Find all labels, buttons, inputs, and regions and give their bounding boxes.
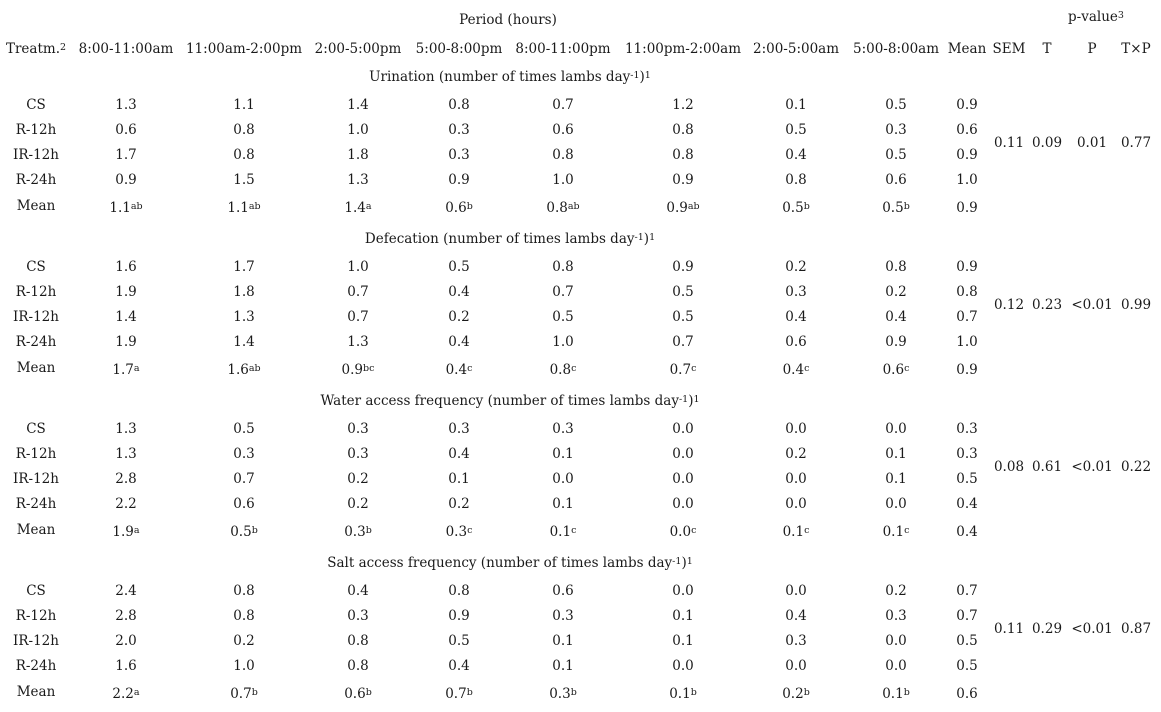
col-header: T×P [1121,41,1151,57]
table-cell: 0.1 [885,446,907,462]
stat-txp: 0.22 [1120,458,1152,475]
table-cell: 0.8 [552,259,574,275]
stat-txp: 0.99 [1120,296,1152,313]
table-cell: 0.3 [347,421,369,437]
table-cell: 0.2 [885,284,907,300]
table-cell: 0.5 [448,259,470,275]
mean-cell: 0.1$^c$ [782,524,810,540]
mean-cell: 0.3$^b$ [549,686,577,702]
table-cell: 1.3 [115,97,137,113]
table-cell: 0.7 [956,309,978,325]
mean-cell: 0.9$^{bc}$ [341,362,375,378]
table-cell: 0.9 [956,97,978,113]
table-cell: 0.4 [956,496,978,512]
table-cell: 0.1 [552,658,574,674]
table-cell: 0.3 [347,608,369,624]
table-cell: 1.6 [115,259,137,275]
table-cell: 1.2 [672,97,694,113]
table-cell: 1.3 [115,421,137,437]
table-cell: 0.0 [885,633,907,649]
table-cell: 1.8 [347,147,369,163]
table-cell: 0.3 [347,446,369,462]
section-title: Salt access frequency (number of times lambs day$^{-1}$)$^1$ [327,555,693,571]
mean-cell: 0.8$^{ab}$ [546,200,580,216]
mean-cell: 0.1$^b$ [669,686,697,702]
table-cell: 1.8 [233,284,255,300]
mean-cell: 0.6$^b$ [445,200,473,216]
table-cell: 0.6 [233,496,255,512]
table-cell: 2.2 [115,496,137,512]
row-label: R-12h [15,446,57,462]
table-cell: 0.8 [347,633,369,649]
table-cell: 0.5 [672,284,694,300]
table-cell: 1.9 [115,334,137,350]
mean-cell: 0.6$^c$ [882,362,910,378]
table-cell: 1.0 [956,334,978,350]
section-title: Defecation (number of times lambs day$^{-1}$)$^1$ [364,231,656,247]
table-cell: 1.3 [233,309,255,325]
mean-label: Mean [16,360,56,376]
row-label: CS [26,259,46,275]
table-cell: 0.0 [885,658,907,674]
table-cell: 1.4 [233,334,255,350]
stat-t: 0.29 [1031,620,1063,637]
table-cell: 0.1 [448,471,470,487]
table-cell: 0.2 [347,471,369,487]
mean-cell: 2.2$^a$ [112,686,140,702]
table-cell: 2.8 [115,608,137,624]
stat-txp: 0.87 [1120,620,1152,637]
mean-cell: 0.6$^b$ [344,686,372,702]
col-header: T [1042,41,1052,57]
table-cell: 0.9 [115,172,137,188]
row-label: R-24h [15,658,57,674]
stat-t: 0.23 [1031,296,1063,313]
table-cell: 1.3 [115,446,137,462]
table-cell: 0.0 [672,658,694,674]
table-cell: 1.0 [552,334,574,350]
table-cell: 0.5 [552,309,574,325]
row-label: IR-12h [13,147,59,163]
table-cell: 0.8 [552,147,574,163]
table-cell: 0.4 [785,608,807,624]
table-cell: 0.9 [672,259,694,275]
stat-t: 0.61 [1031,458,1063,475]
row-label: R-12h [15,122,57,138]
table-cell: 0.0 [785,471,807,487]
row-label: CS [26,97,46,113]
table-cell: 0.8 [233,608,255,624]
table-cell: 0.6 [956,122,978,138]
mean-cell: 1.6$^{ab}$ [227,362,261,378]
table-cell: 0.5 [956,658,978,674]
treatment-header: Treatm.$^2$ [5,41,67,57]
row-label: R-24h [15,172,57,188]
table-cell: 0.5 [885,147,907,163]
table-cell: 0.4 [785,309,807,325]
col-header: 8:00-11:00pm [515,41,611,57]
mean-cell: 0.2$^b$ [782,686,810,702]
table-cell: 0.0 [785,658,807,674]
table-cell: 0.8 [885,259,907,275]
table-cell: 0.4 [885,309,907,325]
table-cell: 1.3 [347,334,369,350]
mean-cell: 0.7$^b$ [230,686,258,702]
table-cell: 0.7 [347,284,369,300]
table-cell: 0.2 [233,633,255,649]
table-cell: 0.2 [785,259,807,275]
table-cell: 0.5 [233,421,255,437]
mean-cell: 1.4$^a$ [344,200,372,216]
table-cell: 0.8 [233,583,255,599]
mean-cell: 1.1$^{ab}$ [227,200,261,216]
row-label: CS [26,583,46,599]
row-label: CS [26,421,46,437]
row-label: R-12h [15,284,57,300]
table-cell: 0.9 [672,172,694,188]
mean-cell: 0.8$^c$ [549,362,577,378]
table-cell: 1.0 [552,172,574,188]
table-cell: 0.3 [448,122,470,138]
table-cell: 0.0 [552,471,574,487]
table-cell: 0.1 [885,471,907,487]
table-cell: 0.9 [885,334,907,350]
table-cell: 0.3 [785,284,807,300]
table-cell: 0.3 [448,147,470,163]
table-cell: 0.5 [785,122,807,138]
table-cell: 1.0 [956,172,978,188]
mean-cell: 0.6 [956,686,978,702]
section-title: Water access frequency (number of times lambs day$^{-1}$)$^1$ [320,393,700,409]
mean-cell: 0.1$^b$ [882,686,910,702]
table-cell: 2.4 [115,583,137,599]
mean-cell: 0.4 [956,524,978,540]
table-cell: 0.4 [347,583,369,599]
table-cell: 0.9 [956,147,978,163]
mean-cell: 0.7$^c$ [669,362,697,378]
mean-cell: 0.3$^b$ [344,524,372,540]
table-cell: 0.1 [552,496,574,512]
table-cell: 0.2 [448,496,470,512]
mean-cell: 0.4$^c$ [782,362,810,378]
table-cell: 0.8 [347,658,369,674]
table-cell: 0.4 [448,446,470,462]
table-cell: 0.0 [672,583,694,599]
table-cell: 0.9 [448,608,470,624]
table-cell: 0.1 [552,446,574,462]
table-cell: 0.9 [448,172,470,188]
table-cell: 0.2 [448,309,470,325]
table-cell: 2.8 [115,471,137,487]
mean-cell: 0.4$^c$ [445,362,473,378]
row-label: IR-12h [13,633,59,649]
table-cell: 0.8 [233,122,255,138]
mean-cell: 0.5$^b$ [230,524,258,540]
table-cell: 0.6 [552,583,574,599]
table-cell: 1.3 [347,172,369,188]
table-cell: 0.6 [115,122,137,138]
mean-cell: 1.1$^{ab}$ [109,200,143,216]
table-cell: 0.1 [785,97,807,113]
col-header: 2:00-5:00am [752,41,840,57]
period-header: Period (hours) [459,12,557,28]
table-cell: 2.0 [115,633,137,649]
table-cell: 0.6 [785,334,807,350]
table-cell: 0.7 [347,309,369,325]
stat-sem: 0.11 [993,620,1025,637]
table-cell: 0.8 [956,284,978,300]
col-header: Mean [947,41,987,57]
col-header: 11:00pm-2:00am [624,41,742,57]
table-cell: 1.9 [115,284,137,300]
table-cell: 1.7 [233,259,255,275]
table-cell: 0.3 [552,608,574,624]
mean-cell: 0.3$^c$ [445,524,473,540]
stat-p: 0.01 [1076,134,1108,151]
table-cell: 0.7 [552,284,574,300]
stat-sem: 0.08 [993,458,1025,475]
table-cell: 0.0 [885,421,907,437]
table-cell: 0.2 [347,496,369,512]
table-cell: 0.3 [448,421,470,437]
table-cell: 0.4 [448,334,470,350]
table-cell: 0.5 [956,471,978,487]
row-label: R-24h [15,496,57,512]
table-cell: 0.4 [785,147,807,163]
table-cell: 0.8 [448,97,470,113]
table-cell: 0.7 [233,471,255,487]
row-label: IR-12h [13,471,59,487]
table-cell: 0.7 [956,608,978,624]
mean-cell: 0.5$^b$ [782,200,810,216]
row-label: R-12h [15,608,57,624]
table-cell: 0.8 [672,122,694,138]
table-cell: 0.0 [785,421,807,437]
mean-cell: 0.1$^c$ [882,524,910,540]
table-cell: 0.3 [885,122,907,138]
mean-cell: 0.0$^c$ [669,524,697,540]
stat-sem: 0.11 [993,134,1025,151]
table-cell: 1.5 [233,172,255,188]
table-cell: 0.8 [233,147,255,163]
table-cell: 0.8 [448,583,470,599]
row-label: R-24h [15,334,57,350]
mean-cell: 0.1$^c$ [549,524,577,540]
table-cell: 0.0 [672,471,694,487]
pvalue-header: p-value$^3$ [1068,9,1124,25]
table-cell: 0.4 [448,658,470,674]
table-cell: 1.0 [347,122,369,138]
table-cell: 0.5 [956,633,978,649]
mean-cell: 1.9$^a$ [112,524,140,540]
table-cell: 0.9 [956,259,978,275]
col-header: P [1087,41,1097,57]
table-cell: 1.4 [115,309,137,325]
table-cell: 0.0 [885,496,907,512]
mean-cell: 0.5$^b$ [882,200,910,216]
table-cell: 0.5 [672,309,694,325]
table-cell: 0.0 [672,446,694,462]
table-cell: 0.1 [552,633,574,649]
stat-sem: 0.12 [993,296,1025,313]
table-cell: 0.6 [552,122,574,138]
table-cell: 0.8 [785,172,807,188]
table-cell: 1.6 [115,658,137,674]
table-cell: 0.4 [448,284,470,300]
stat-p: <0.01 [1071,620,1113,637]
mean-cell: 1.7$^a$ [112,362,140,378]
col-header: 2:00-5:00pm [314,41,402,57]
mean-label: Mean [16,522,56,538]
table-cell: 0.3 [233,446,255,462]
table-cell: 0.8 [672,147,694,163]
table-cell: 0.1 [672,633,694,649]
mean-label: Mean [16,684,56,700]
table-cell: 0.1 [672,608,694,624]
mean-cell: 0.7$^b$ [445,686,473,702]
table-cell: 0.2 [885,583,907,599]
stat-txp: 0.77 [1120,134,1152,151]
table-cell: 0.3 [785,633,807,649]
table-cell: 1.7 [115,147,137,163]
table-cell: 0.3 [956,446,978,462]
table-cell: 0.7 [956,583,978,599]
table-cell: 1.0 [347,259,369,275]
mean-cell: 0.9$^{ab}$ [666,200,700,216]
table-cell: 0.0 [672,421,694,437]
mean-cell: 0.9 [956,362,978,378]
stat-p: <0.01 [1071,458,1113,475]
section-title: Urination (number of times lambs day$^{-1}$)$^1$ [369,69,651,85]
col-header: SEM [992,41,1026,57]
stat-p: <0.01 [1071,296,1113,313]
table-cell: 0.0 [785,496,807,512]
table-cell: 0.3 [885,608,907,624]
col-header: 8:00-11:00am [78,41,174,57]
stat-t: 0.09 [1031,134,1063,151]
mean-cell: 0.9 [956,200,978,216]
row-label: IR-12h [13,309,59,325]
table-cell: 1.1 [233,97,255,113]
table-cell: 0.3 [956,421,978,437]
col-header: 11:00am-2:00pm [185,41,303,57]
table-cell: 0.5 [885,97,907,113]
table-cell: 0.2 [785,446,807,462]
table-cell: 0.7 [552,97,574,113]
col-header: 5:00-8:00am [852,41,940,57]
table-cell: 1.4 [347,97,369,113]
table-cell: 1.0 [233,658,255,674]
table-cell: 0.3 [552,421,574,437]
table-cell: 0.6 [885,172,907,188]
table-cell: 0.0 [785,583,807,599]
mean-label: Mean [16,198,56,214]
table-cell: 0.7 [672,334,694,350]
table-cell: 0.0 [672,496,694,512]
col-header: 5:00-8:00pm [415,41,503,57]
table-cell: 0.5 [448,633,470,649]
